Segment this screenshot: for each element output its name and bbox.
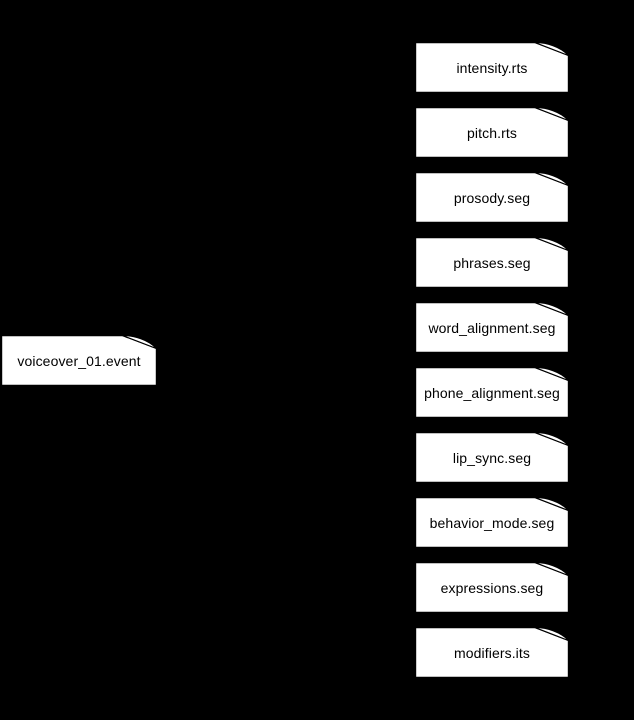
- document-icon: [415, 302, 569, 353]
- file-name: behavior_mode.seg: [429, 514, 555, 531]
- output-file-node: [415, 562, 569, 613]
- output-file-node: [415, 42, 569, 93]
- document-icon: [415, 627, 569, 678]
- output-file-node: [415, 367, 569, 418]
- document-icon: [1, 335, 157, 386]
- source-file-node: [1, 335, 157, 386]
- file-name: word_alignment.seg: [428, 319, 556, 336]
- file-name: expressions.seg: [440, 579, 544, 596]
- document-icon: [415, 237, 569, 288]
- document-icon: [415, 107, 569, 158]
- file-name: intensity.rts: [456, 59, 528, 76]
- document-icon: [415, 42, 569, 93]
- output-file-node: [415, 432, 569, 483]
- document-icon: [415, 367, 569, 418]
- file-name: prosody.seg: [453, 189, 531, 206]
- file-name: phrases.seg: [453, 254, 531, 271]
- document-icon: [415, 562, 569, 613]
- output-file-node: [415, 172, 569, 223]
- output-file-node: [415, 237, 569, 288]
- document-icon: [415, 432, 569, 483]
- document-icon: [415, 497, 569, 548]
- file-name: modifiers.its: [454, 644, 530, 661]
- file-name: voiceover_01.event: [17, 352, 141, 369]
- file-name: lip_sync.seg: [452, 449, 532, 466]
- file-name: phone_alignment.seg: [424, 384, 560, 401]
- output-file-node: [415, 627, 569, 678]
- output-file-node: [415, 497, 569, 548]
- output-file-node: [415, 302, 569, 353]
- document-icon: [415, 172, 569, 223]
- file-name: pitch.rts: [467, 124, 517, 141]
- output-file-node: [415, 107, 569, 158]
